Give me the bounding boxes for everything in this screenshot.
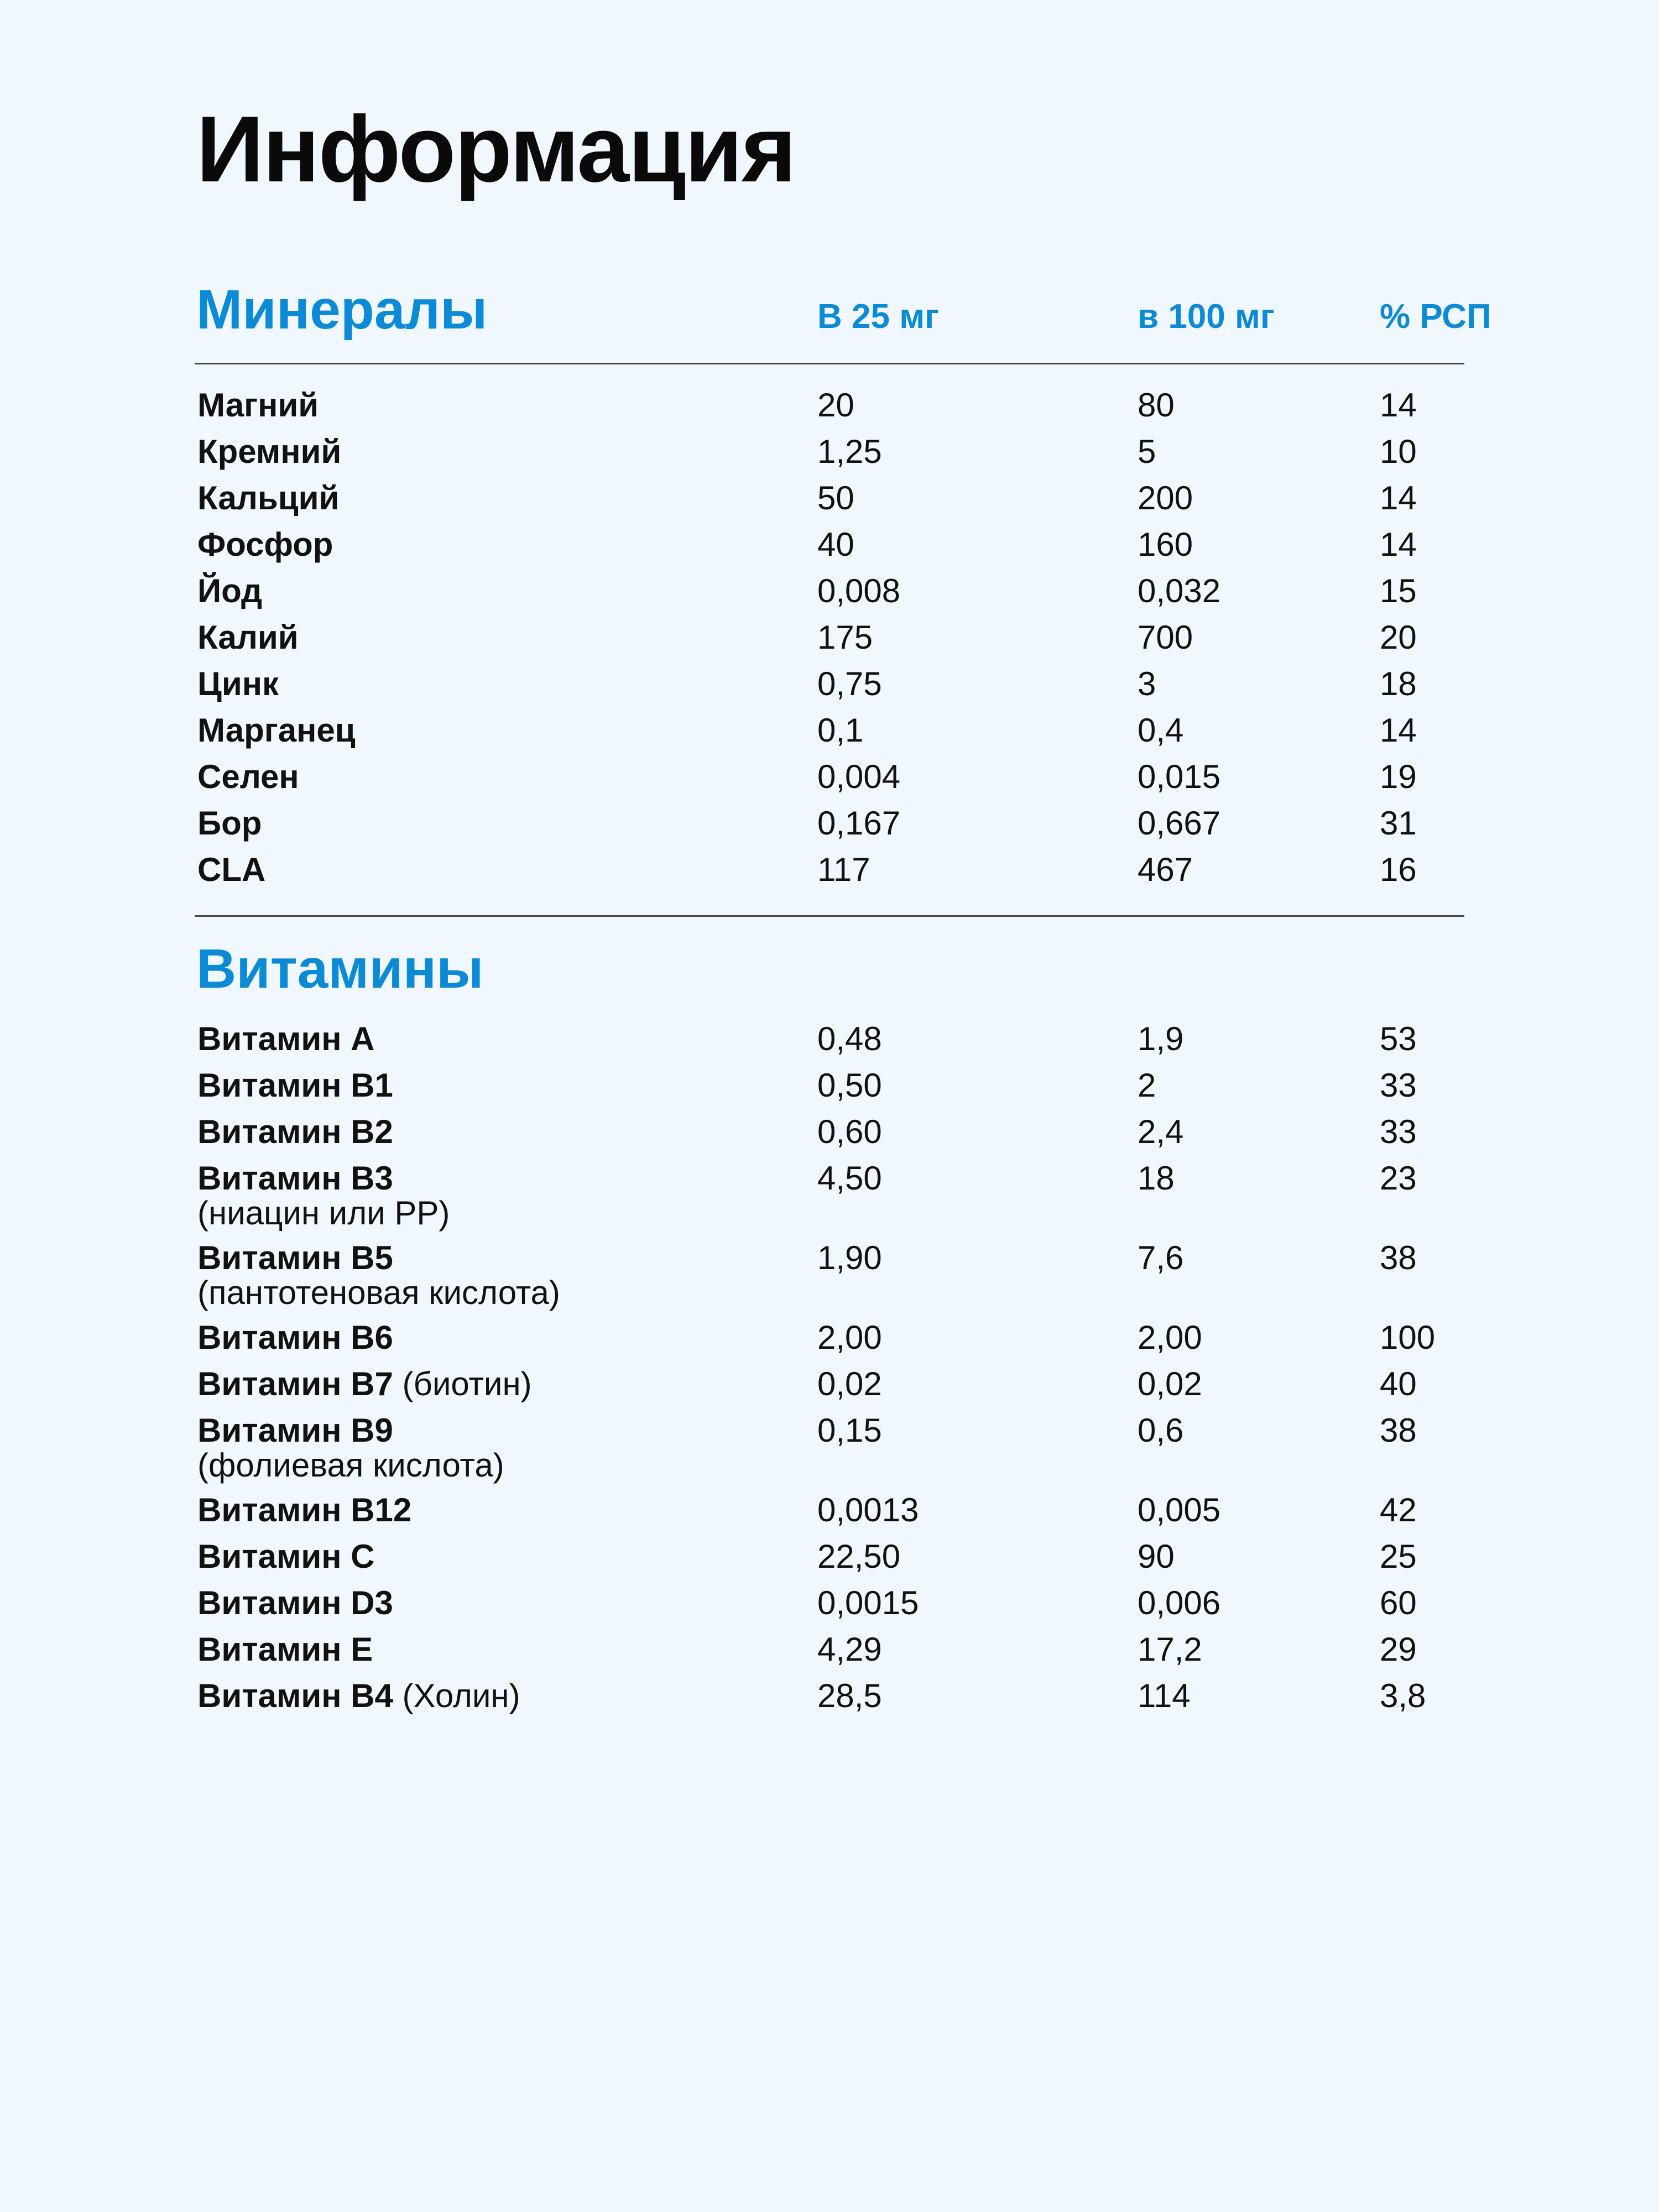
- value-per-25mg: 20: [817, 387, 854, 424]
- table-row: [197, 1412, 1525, 1492]
- nutrient-name-cell: [197, 1412, 504, 1482]
- value-per-25mg: 0,008: [817, 572, 901, 609]
- table-row: [197, 1067, 1525, 1114]
- nutrient-name-cell: [197, 852, 265, 888]
- value-rsp-percent: 42: [1380, 1491, 1417, 1528]
- nutrient-name-cell: [197, 666, 279, 702]
- nutrient-name: Кремний: [197, 433, 342, 470]
- column-header-per-100mg: в 100 мг: [1138, 298, 1275, 336]
- nutrient-name-cell: [197, 1631, 373, 1668]
- value-per-100mg: 0,006: [1138, 1584, 1221, 1621]
- value-rsp-percent: 10: [1380, 433, 1417, 470]
- value-per-100mg: 0,015: [1138, 758, 1221, 795]
- nutrient-subtitle: (пантотеновая кислота): [197, 1274, 560, 1311]
- nutrient-name-cell: [197, 1160, 450, 1230]
- nutrient-name-cell: [197, 1021, 374, 1057]
- value-per-100mg: 90: [1138, 1538, 1175, 1575]
- value-per-100mg: 7,6: [1138, 1239, 1184, 1276]
- nutrient-name: Калий: [197, 619, 299, 656]
- table-row: [197, 480, 1525, 526]
- value-per-100mg: 200: [1138, 479, 1193, 517]
- value-rsp-percent: 19: [1380, 758, 1417, 795]
- table-row: [197, 1678, 1525, 1724]
- nutrient-name: Марганец: [197, 712, 356, 749]
- value-per-100mg: 1,9: [1138, 1020, 1184, 1057]
- nutrient-name: Бор: [197, 805, 262, 842]
- nutrient-name-cell: [197, 526, 333, 563]
- value-per-100mg: 467: [1138, 851, 1193, 888]
- value-per-100mg: 700: [1138, 619, 1193, 656]
- value-per-25mg: 117: [817, 851, 870, 888]
- nutrient-name-cell: [197, 1319, 393, 1356]
- value-per-25mg: 0,60: [817, 1113, 882, 1150]
- value-rsp-percent: 40: [1380, 1365, 1417, 1402]
- page-title: Информация: [196, 97, 796, 202]
- nutrient-name-cell: [197, 1585, 393, 1621]
- nutrient-name: Фосфор: [197, 526, 333, 563]
- table-row: [197, 1114, 1525, 1160]
- value-per-100mg: 0,02: [1138, 1365, 1202, 1402]
- column-header-rsp-percent: % РСП: [1380, 298, 1491, 336]
- value-per-25mg: 1,25: [817, 433, 882, 470]
- value-per-25mg: 4,29: [817, 1631, 882, 1668]
- table-row: [197, 712, 1525, 759]
- table-row: [197, 1492, 1525, 1538]
- nutrient-name-cell: [197, 434, 341, 470]
- nutrient-name-cell: [197, 573, 262, 609]
- value-per-100mg: 0,4: [1138, 712, 1184, 749]
- table-row: [197, 1240, 1525, 1319]
- nutrient-name: Витамин B5: [197, 1239, 393, 1276]
- value-rsp-percent: 29: [1380, 1631, 1417, 1668]
- nutrient-name: Витамин B7: [197, 1365, 393, 1402]
- nutrient-name: Цинк: [197, 665, 279, 702]
- value-per-25mg: 28,5: [817, 1677, 882, 1714]
- value-rsp-percent: 38: [1380, 1412, 1417, 1449]
- value-rsp-percent: 53: [1380, 1020, 1417, 1057]
- nutrient-name-cell: [197, 759, 299, 795]
- nutrient-name-cell: [197, 805, 262, 842]
- value-rsp-percent: 14: [1380, 712, 1417, 749]
- nutrient-name: Витамин B6: [197, 1319, 393, 1356]
- value-rsp-percent: 33: [1380, 1067, 1417, 1104]
- value-per-25mg: 0,75: [817, 665, 882, 702]
- table-row: [197, 1366, 1525, 1412]
- section-divider: [195, 915, 1464, 917]
- nutrient-name-cell: [197, 1492, 411, 1528]
- nutrient-name: Витамин B12: [197, 1491, 412, 1528]
- value-per-25mg: 2,00: [817, 1319, 882, 1356]
- table-row: [197, 1631, 1525, 1678]
- value-per-100mg: 17,2: [1138, 1631, 1202, 1668]
- value-per-25mg: 50: [817, 479, 854, 517]
- table-row: [197, 1160, 1525, 1240]
- minerals-table: [197, 387, 1525, 898]
- table-row: [197, 759, 1525, 805]
- value-per-25mg: 0,02: [817, 1365, 882, 1402]
- nutrient-name: Витамин A: [197, 1020, 375, 1057]
- nutrient-name: Кальций: [197, 479, 340, 517]
- table-row: [197, 1538, 1525, 1585]
- table-row: [197, 1585, 1525, 1631]
- value-per-100mg: 160: [1138, 526, 1193, 563]
- value-per-100mg: 2,4: [1138, 1113, 1184, 1150]
- minerals-heading: Минералы: [196, 279, 488, 341]
- value-per-25mg: 40: [817, 526, 854, 563]
- value-per-25mg: 0,0015: [817, 1584, 919, 1621]
- value-rsp-percent: 100: [1380, 1319, 1436, 1356]
- vitamins-table: [197, 1021, 1525, 1724]
- nutrient-name-cell: [197, 1366, 532, 1402]
- value-per-25mg: 0,004: [817, 758, 901, 795]
- value-per-25mg: 0,48: [817, 1020, 882, 1057]
- value-per-100mg: 80: [1138, 387, 1175, 424]
- nutrient-name: Йод: [197, 572, 263, 609]
- value-rsp-percent: 33: [1380, 1113, 1417, 1150]
- nutrient-name: Витамин B3: [197, 1160, 393, 1197]
- nutrient-name: Витамин E: [197, 1631, 373, 1668]
- nutrient-subtitle: (ниацин или PP): [197, 1194, 450, 1232]
- nutrient-name-cell: [197, 1067, 393, 1104]
- value-rsp-percent: 60: [1380, 1584, 1417, 1621]
- value-per-25mg: 0,50: [817, 1067, 882, 1104]
- value-rsp-percent: 25: [1380, 1538, 1417, 1575]
- value-per-25mg: 0,0013: [817, 1491, 919, 1528]
- value-per-100mg: 114: [1138, 1677, 1191, 1714]
- table-row: [197, 434, 1525, 480]
- header-divider: [195, 363, 1464, 364]
- value-per-100mg: 2,00: [1138, 1319, 1202, 1356]
- value-per-100mg: 2: [1138, 1067, 1156, 1104]
- value-per-25mg: 0,167: [817, 805, 901, 842]
- value-per-25mg: 22,50: [817, 1538, 901, 1575]
- value-rsp-percent: 16: [1380, 851, 1417, 888]
- table-row: [197, 387, 1525, 434]
- nutrient-name-cell: [197, 480, 339, 517]
- nutrient-name-cell: [197, 1678, 520, 1714]
- nutrient-name: Витамин B4: [197, 1677, 393, 1714]
- value-per-100mg: 18: [1138, 1160, 1175, 1197]
- value-rsp-percent: 14: [1380, 387, 1417, 424]
- value-per-100mg: 0,032: [1138, 572, 1221, 609]
- table-row: [197, 805, 1525, 852]
- nutrient-name-cell: [197, 387, 319, 424]
- nutrient-name: Витамин B9: [197, 1412, 393, 1449]
- nutrient-subtitle: (фолиевая кислота): [197, 1447, 504, 1484]
- nutrient-name-cell: [197, 1240, 560, 1310]
- table-row: [197, 619, 1525, 666]
- table-row: [197, 852, 1525, 898]
- value-rsp-percent: 31: [1380, 805, 1417, 842]
- value-per-100mg: 0,005: [1138, 1491, 1221, 1528]
- nutrient-note: (биотин): [393, 1365, 532, 1402]
- nutrient-name: CLA: [197, 851, 266, 888]
- value-per-25mg: 4,50: [817, 1160, 882, 1197]
- value-rsp-percent: 18: [1380, 665, 1417, 702]
- value-rsp-percent: 38: [1380, 1239, 1417, 1276]
- nutrient-name-cell: [197, 619, 299, 656]
- table-row: [197, 666, 1525, 712]
- value-per-100mg: 0,667: [1138, 805, 1221, 842]
- value-per-25mg: 1,90: [817, 1239, 882, 1276]
- value-rsp-percent: 14: [1380, 526, 1417, 563]
- value-rsp-percent: 20: [1380, 619, 1417, 656]
- nutrient-name-cell: [197, 1114, 393, 1150]
- value-per-100mg: 5: [1138, 433, 1156, 470]
- table-row: [197, 573, 1525, 619]
- nutrient-name: Витамин B1: [197, 1067, 393, 1104]
- value-rsp-percent: 3,8: [1380, 1677, 1426, 1714]
- nutrient-name-cell: [197, 712, 356, 749]
- nutrient-name: Витамин B2: [197, 1113, 393, 1150]
- table-row: [197, 1319, 1525, 1366]
- nutrient-note: (Холин): [393, 1677, 520, 1714]
- value-per-25mg: 175: [817, 619, 873, 656]
- table-row: [197, 526, 1525, 573]
- value-per-100mg: 3: [1138, 665, 1156, 702]
- nutrient-name: Селен: [197, 758, 299, 795]
- vitamins-heading: Витамины: [196, 938, 484, 1000]
- nutrient-name-cell: [197, 1538, 374, 1575]
- value-per-25mg: 0,1: [817, 712, 864, 749]
- column-header-per-25mg: В 25 мг: [817, 298, 939, 336]
- value-per-25mg: 0,15: [817, 1412, 882, 1449]
- value-rsp-percent: 14: [1380, 479, 1417, 517]
- value-rsp-percent: 23: [1380, 1160, 1417, 1197]
- nutrient-name: Витамин D3: [197, 1584, 393, 1621]
- value-per-100mg: 0,6: [1138, 1412, 1184, 1449]
- table-row: [197, 1021, 1525, 1067]
- nutrient-name: Витамин C: [197, 1538, 375, 1575]
- value-rsp-percent: 15: [1380, 572, 1417, 609]
- nutrient-name: Магний: [197, 387, 319, 424]
